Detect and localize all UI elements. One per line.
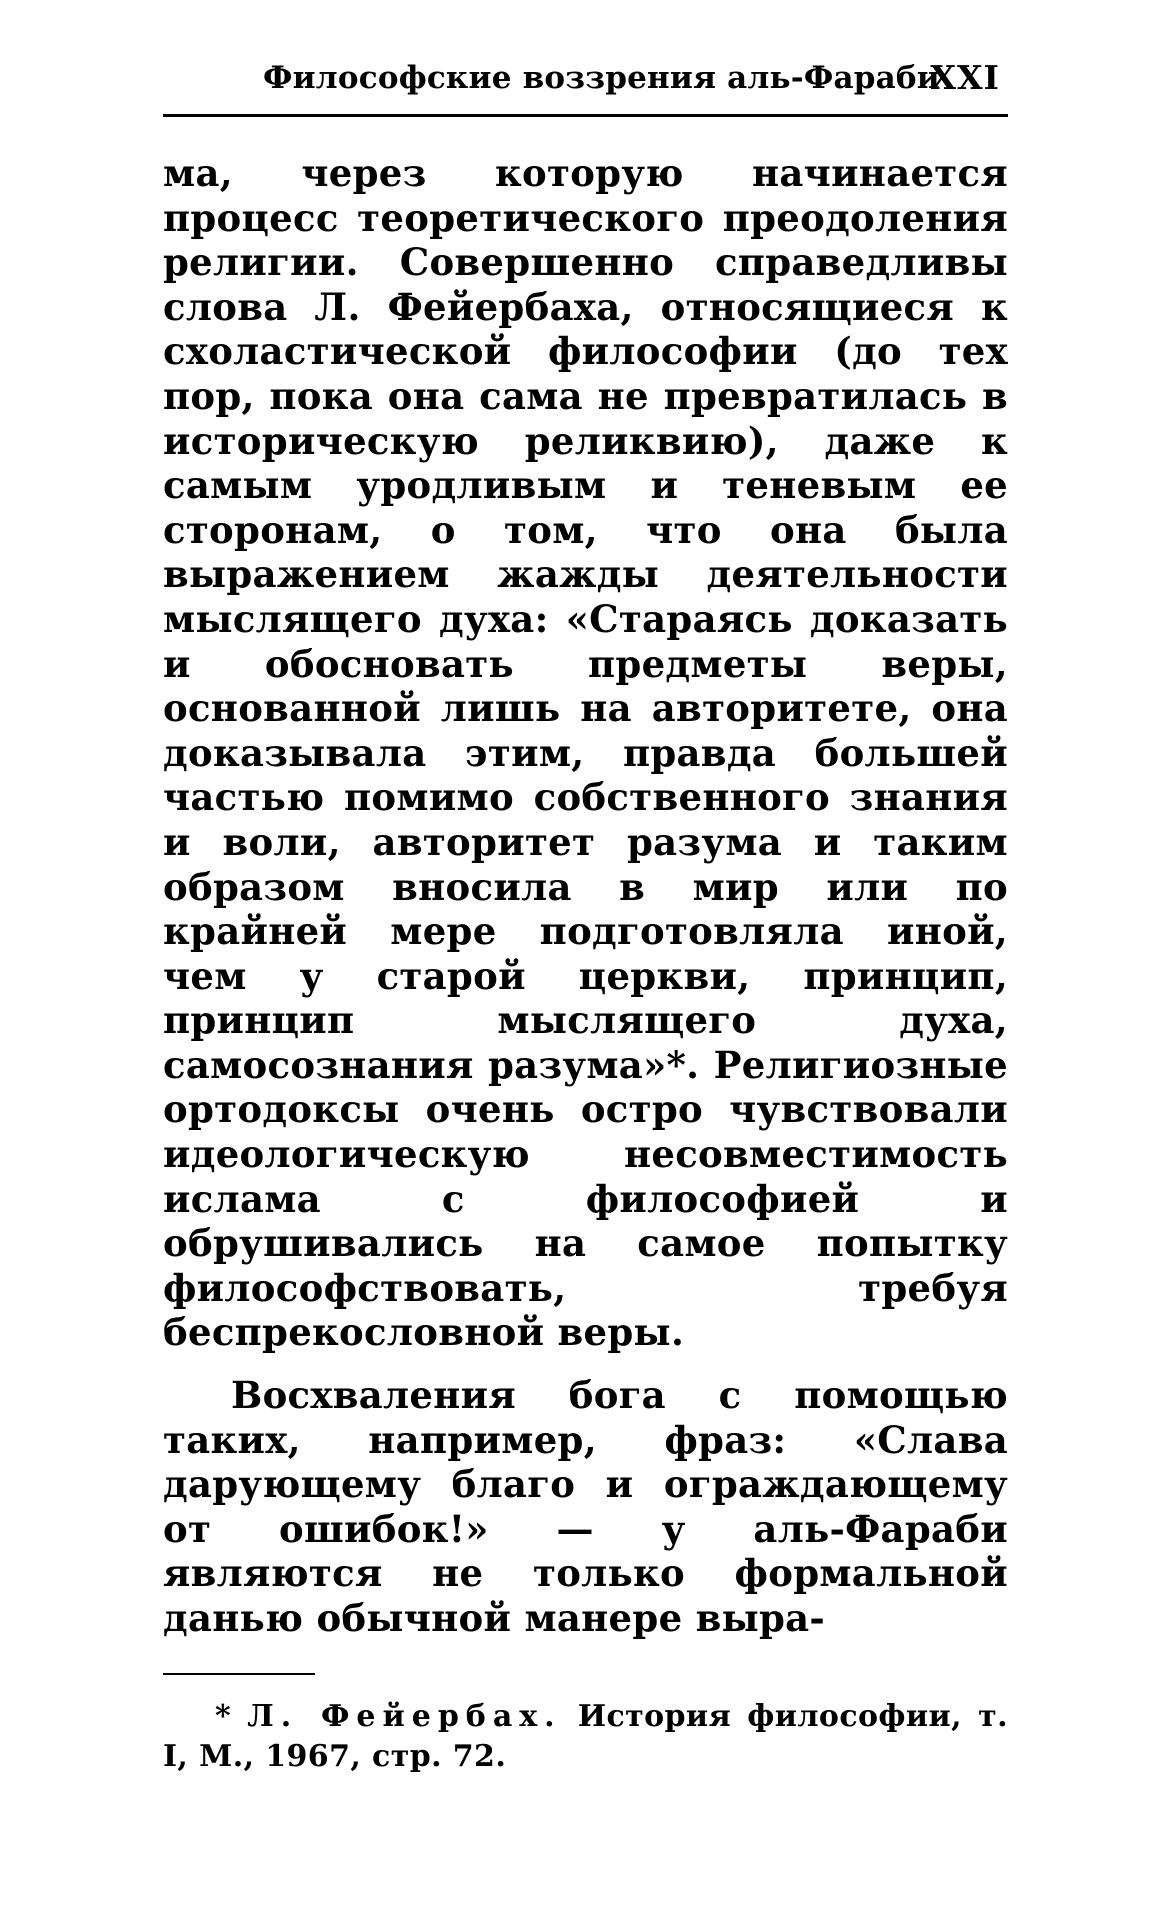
footnote [163, 1697, 1008, 1777]
footnote-marker: * [215, 1698, 232, 1734]
paragraph-2: Восхваления бога с помощью таких, например, фраз: «Слава дарующему благо и ограждающему от ошибок!» — у аль-Фараби являются не только формальной данью обычной манере выра- [163, 1373, 1008, 1640]
footnote-author: Л. Фейербах. [247, 1698, 562, 1734]
running-head-title: Философские воззрения аль-Фараби [263, 60, 940, 96]
page-number: XXI [930, 58, 1000, 97]
running-head [163, 52, 1008, 104]
footnote-rule [163, 1673, 315, 1675]
main-text [163, 151, 1008, 1641]
footnote-citation: История философии, т. I, М., 1967, стр. 72. [163, 1698, 1008, 1774]
header-rule [163, 114, 1008, 117]
paragraph-1: ма, через которую начинается процесс теоретического преодоления религии. Совершенно справедливы слова Л. Фейербаха, относящиеся к схоластической философии (до тех пор, пока она сама не превратилась в историческую реликвию), даже к самым уродливым и теневым ее сторонам, о том, что она была выражением жажды деятельности мыслящего духа: «Стараясь доказать и обосновать предметы веры, основанной лишь на авторитете, она доказывала этим, правда большей частью помимо собственного знания и воли, авторитет разума и таким образом вносила в мир или по крайней мере подготовляла иной, чем у старой церкви, принцип, принцип мыслящего духа, самосознания разума»*. Религиозные ортодоксы очень остро чувствовали идеологическую несовместимость ислама с философией и обрушивались на самое попытку философствовать, требуя беспрекословной веры. [163, 151, 1008, 1355]
book-page [163, 52, 1008, 1777]
